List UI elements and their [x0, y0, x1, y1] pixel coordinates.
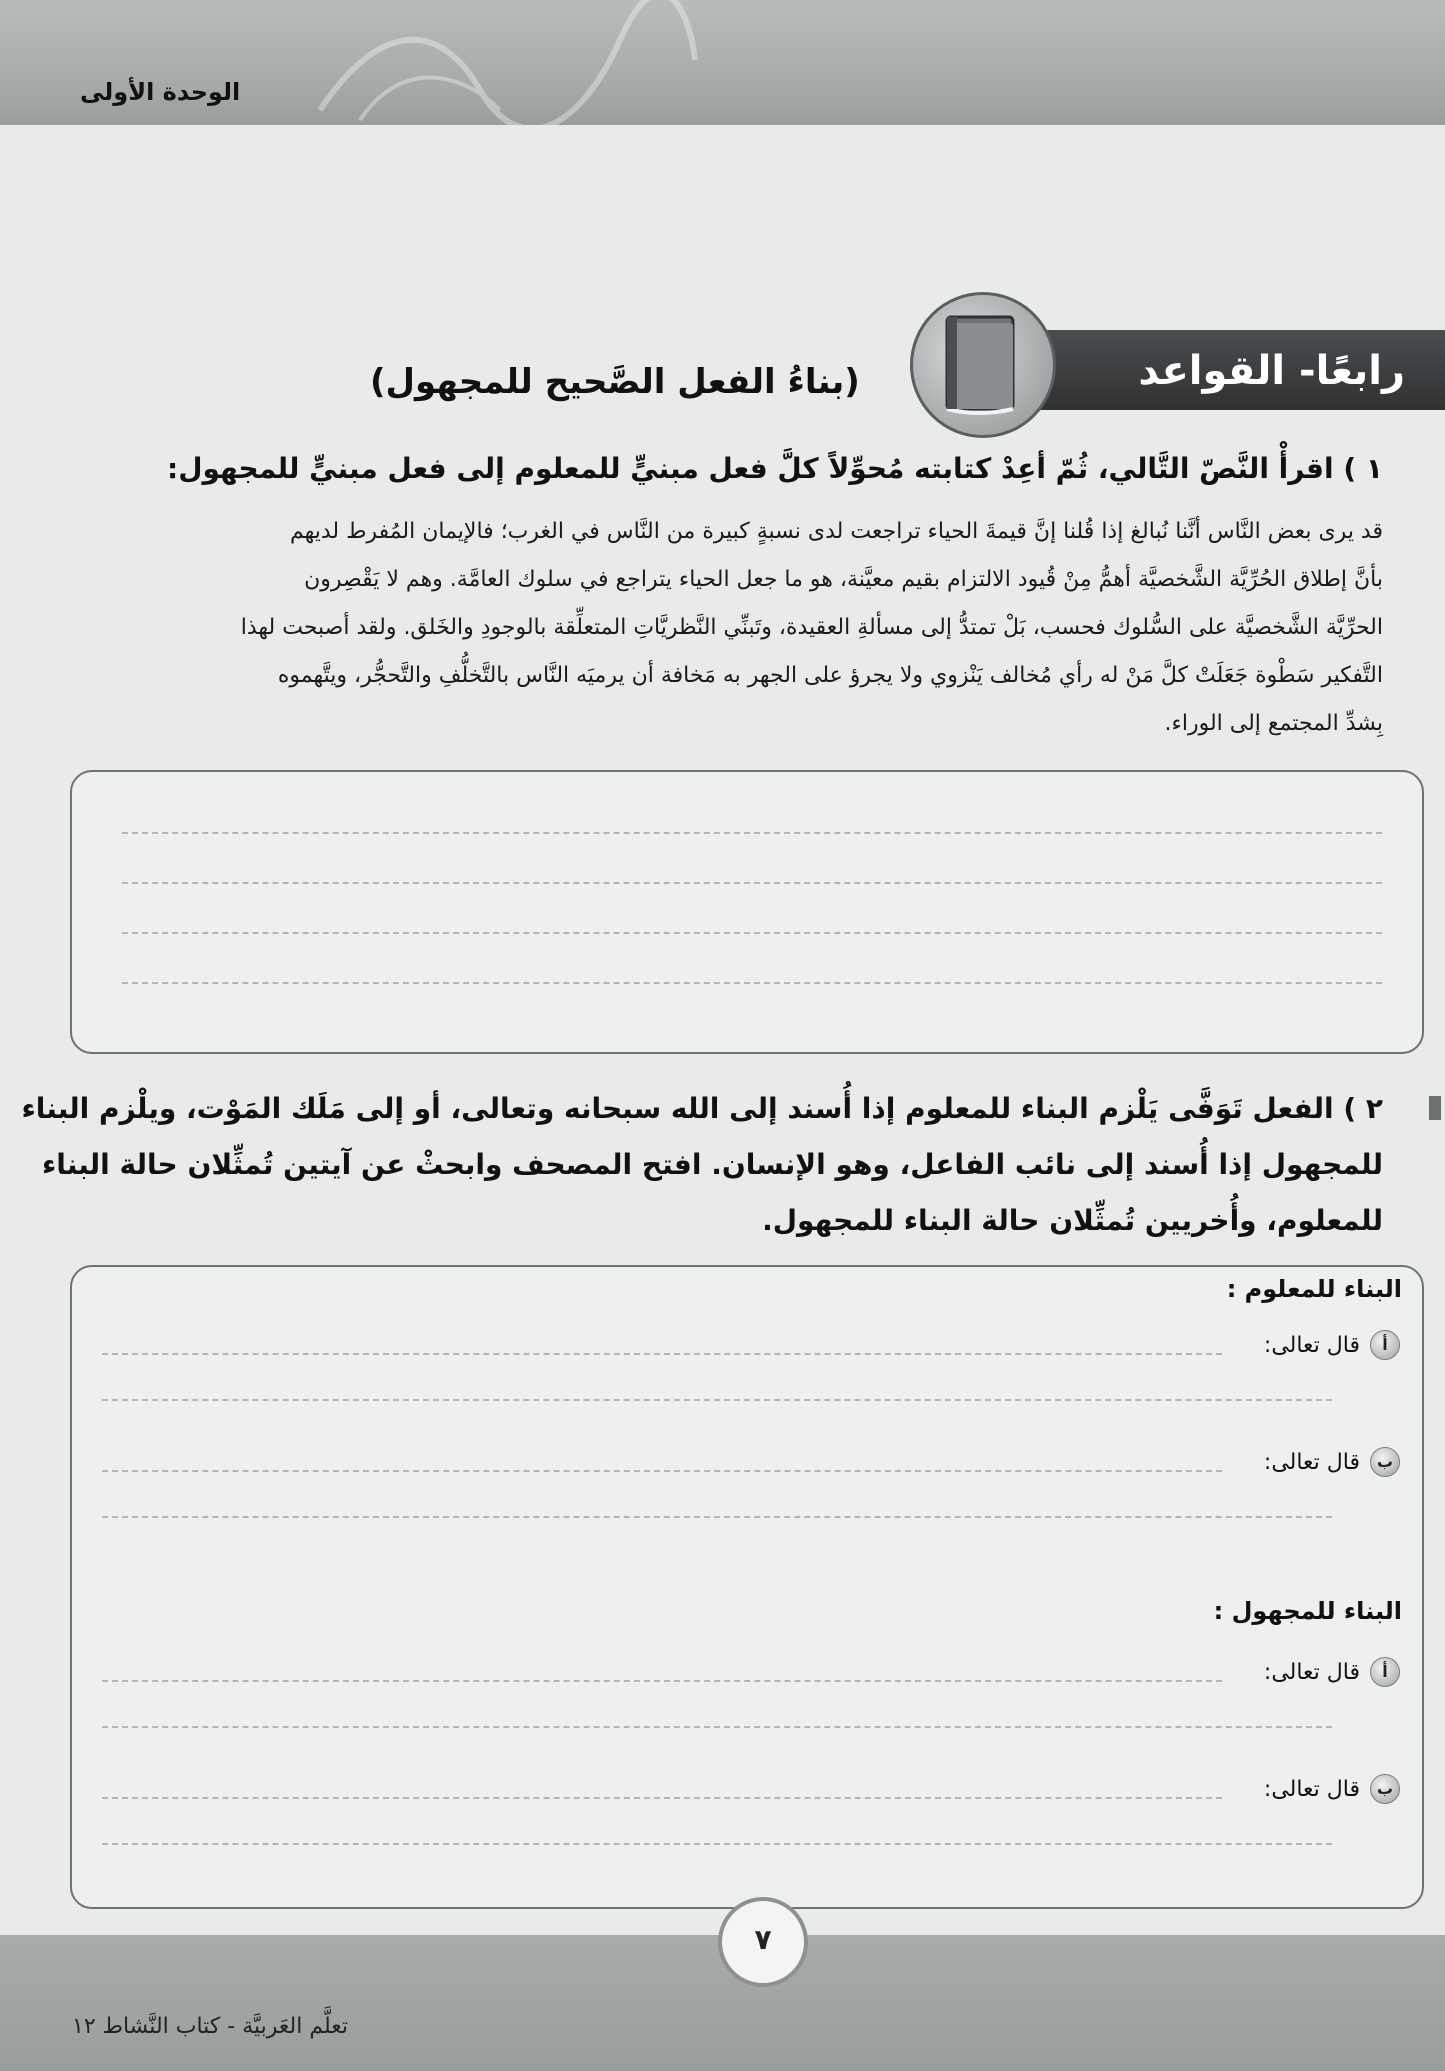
active-voice-heading: البناء للمعلوم : — [1226, 1275, 1402, 1303]
writing-line[interactable] — [102, 1353, 1222, 1355]
qaal-label: قال تعالى: — [1263, 1777, 1360, 1802]
passage-line: بِشدِّ المجتمع إلى الوراء. — [1164, 711, 1383, 736]
section-title: رابعًا- القواعد — [1138, 348, 1405, 394]
decorative-calligraphy — [300, 0, 700, 125]
writing-line[interactable] — [102, 1399, 1332, 1401]
letter-a-badge: أ — [1370, 1657, 1400, 1687]
lesson-title: (بناءُ الفعل الصَّحيح للمجهول) — [370, 362, 860, 402]
writing-line[interactable] — [122, 932, 1382, 934]
qaal-label: قال تعالى: — [1263, 1333, 1360, 1358]
question-2-line: للمعلوم، وأُخريين تُمثِّلان حالة البناء للمجهول. — [762, 1204, 1383, 1237]
answer-box-q1[interactable] — [70, 770, 1424, 1054]
book-icon — [910, 292, 1056, 438]
passage-line: قد يرى بعض النَّاس أنَّنا نُبالغ إذا قُلنا إنَّ قيمةَ الحياء تراجعت لدى نسبةٍ كبيرة من النَّاس في الغرب؛ فالإيمان المُفرط لديهم — [289, 519, 1383, 544]
writing-line[interactable] — [122, 882, 1382, 884]
question-1-prompt: ١ ) اقرأْ النَّصّ التَّالي، ثُمّ أعِدْ كتابته مُحوِّلاً كلَّ فعل مبنيٍّ للمعلوم إلى فعل مبنيٍّ للمجهول: — [167, 452, 1383, 485]
unit-title: الوحدة الأولى — [80, 78, 241, 106]
passage-line: بأنَّ إطلاق الحُرِّيَّة الشَّخصيَّة أهمُّ مِنْ قُيود الالتزام بقيم معيَّنة، هو ما جعل الحياء يتراجع في سلوك العامَّة. وهم لا يَقْصِرون — [304, 567, 1383, 592]
letter-b-badge: ب — [1370, 1447, 1400, 1477]
reading-passage — [53, 508, 1383, 748]
letter-b-badge: ب — [1370, 1774, 1400, 1804]
qaal-label: قال تعالى: — [1263, 1450, 1360, 1475]
writing-line[interactable] — [102, 1470, 1222, 1472]
question-2-line: للمجهول إذا أُسند إلى نائب الفاعل، وهو الإنسان. افتح المصحف وابحثْ عن آيتين تُمثِّلان حالة البناء — [41, 1148, 1383, 1181]
question-2-marker — [1429, 1096, 1441, 1120]
page-number: ٧ — [718, 1897, 808, 1987]
writing-line[interactable] — [102, 1843, 1332, 1845]
writing-line[interactable] — [102, 1680, 1222, 1682]
writing-line[interactable] — [102, 1516, 1332, 1518]
writing-line[interactable] — [122, 832, 1382, 834]
question-2-line: ٢ ) الفعل تَوَفَّى يَلْزم البناء للمعلوم إذا أُسند إلى الله سبحانه وتعالى، أو إلى مَلَك المَوْت، ويلْزم البناء — [21, 1092, 1383, 1125]
page-header-band — [0, 0, 1445, 125]
passage-line: التَّفكير سَطْوة جَعَلَتْ كلَّ مَنْ له رأي مُخالف يَنْزوي ولا يجرؤ على الجهر به مَخافة أن يرميَه النَّاس بالتَّخلُّفِ والتَّحجُّر، ويتَّهموه — [277, 663, 1383, 688]
answer-box-q2[interactable] — [70, 1265, 1424, 1909]
passive-voice-heading: البناء للمجهول : — [1213, 1597, 1402, 1625]
book-title: تعلَّم العَربيَّة - كتاب النَّشاط ١٢ — [72, 2014, 348, 2039]
qaal-label: قال تعالى: — [1263, 1660, 1360, 1685]
writing-line[interactable] — [102, 1726, 1332, 1728]
passage-line: الحرِّيَّة الشَّخصيَّة على السُّلوك فحسب، بَلْ تمتدُّ إلى مسألةِ العقيدة، وتَبنِّي النَّظريَّاتِ المتعلِّقة بالوجودِ والخَلق. ولقد أصبحت لهذا — [240, 615, 1383, 640]
letter-a-badge: أ — [1370, 1330, 1400, 1360]
writing-line[interactable] — [122, 982, 1382, 984]
writing-line[interactable] — [102, 1797, 1222, 1799]
